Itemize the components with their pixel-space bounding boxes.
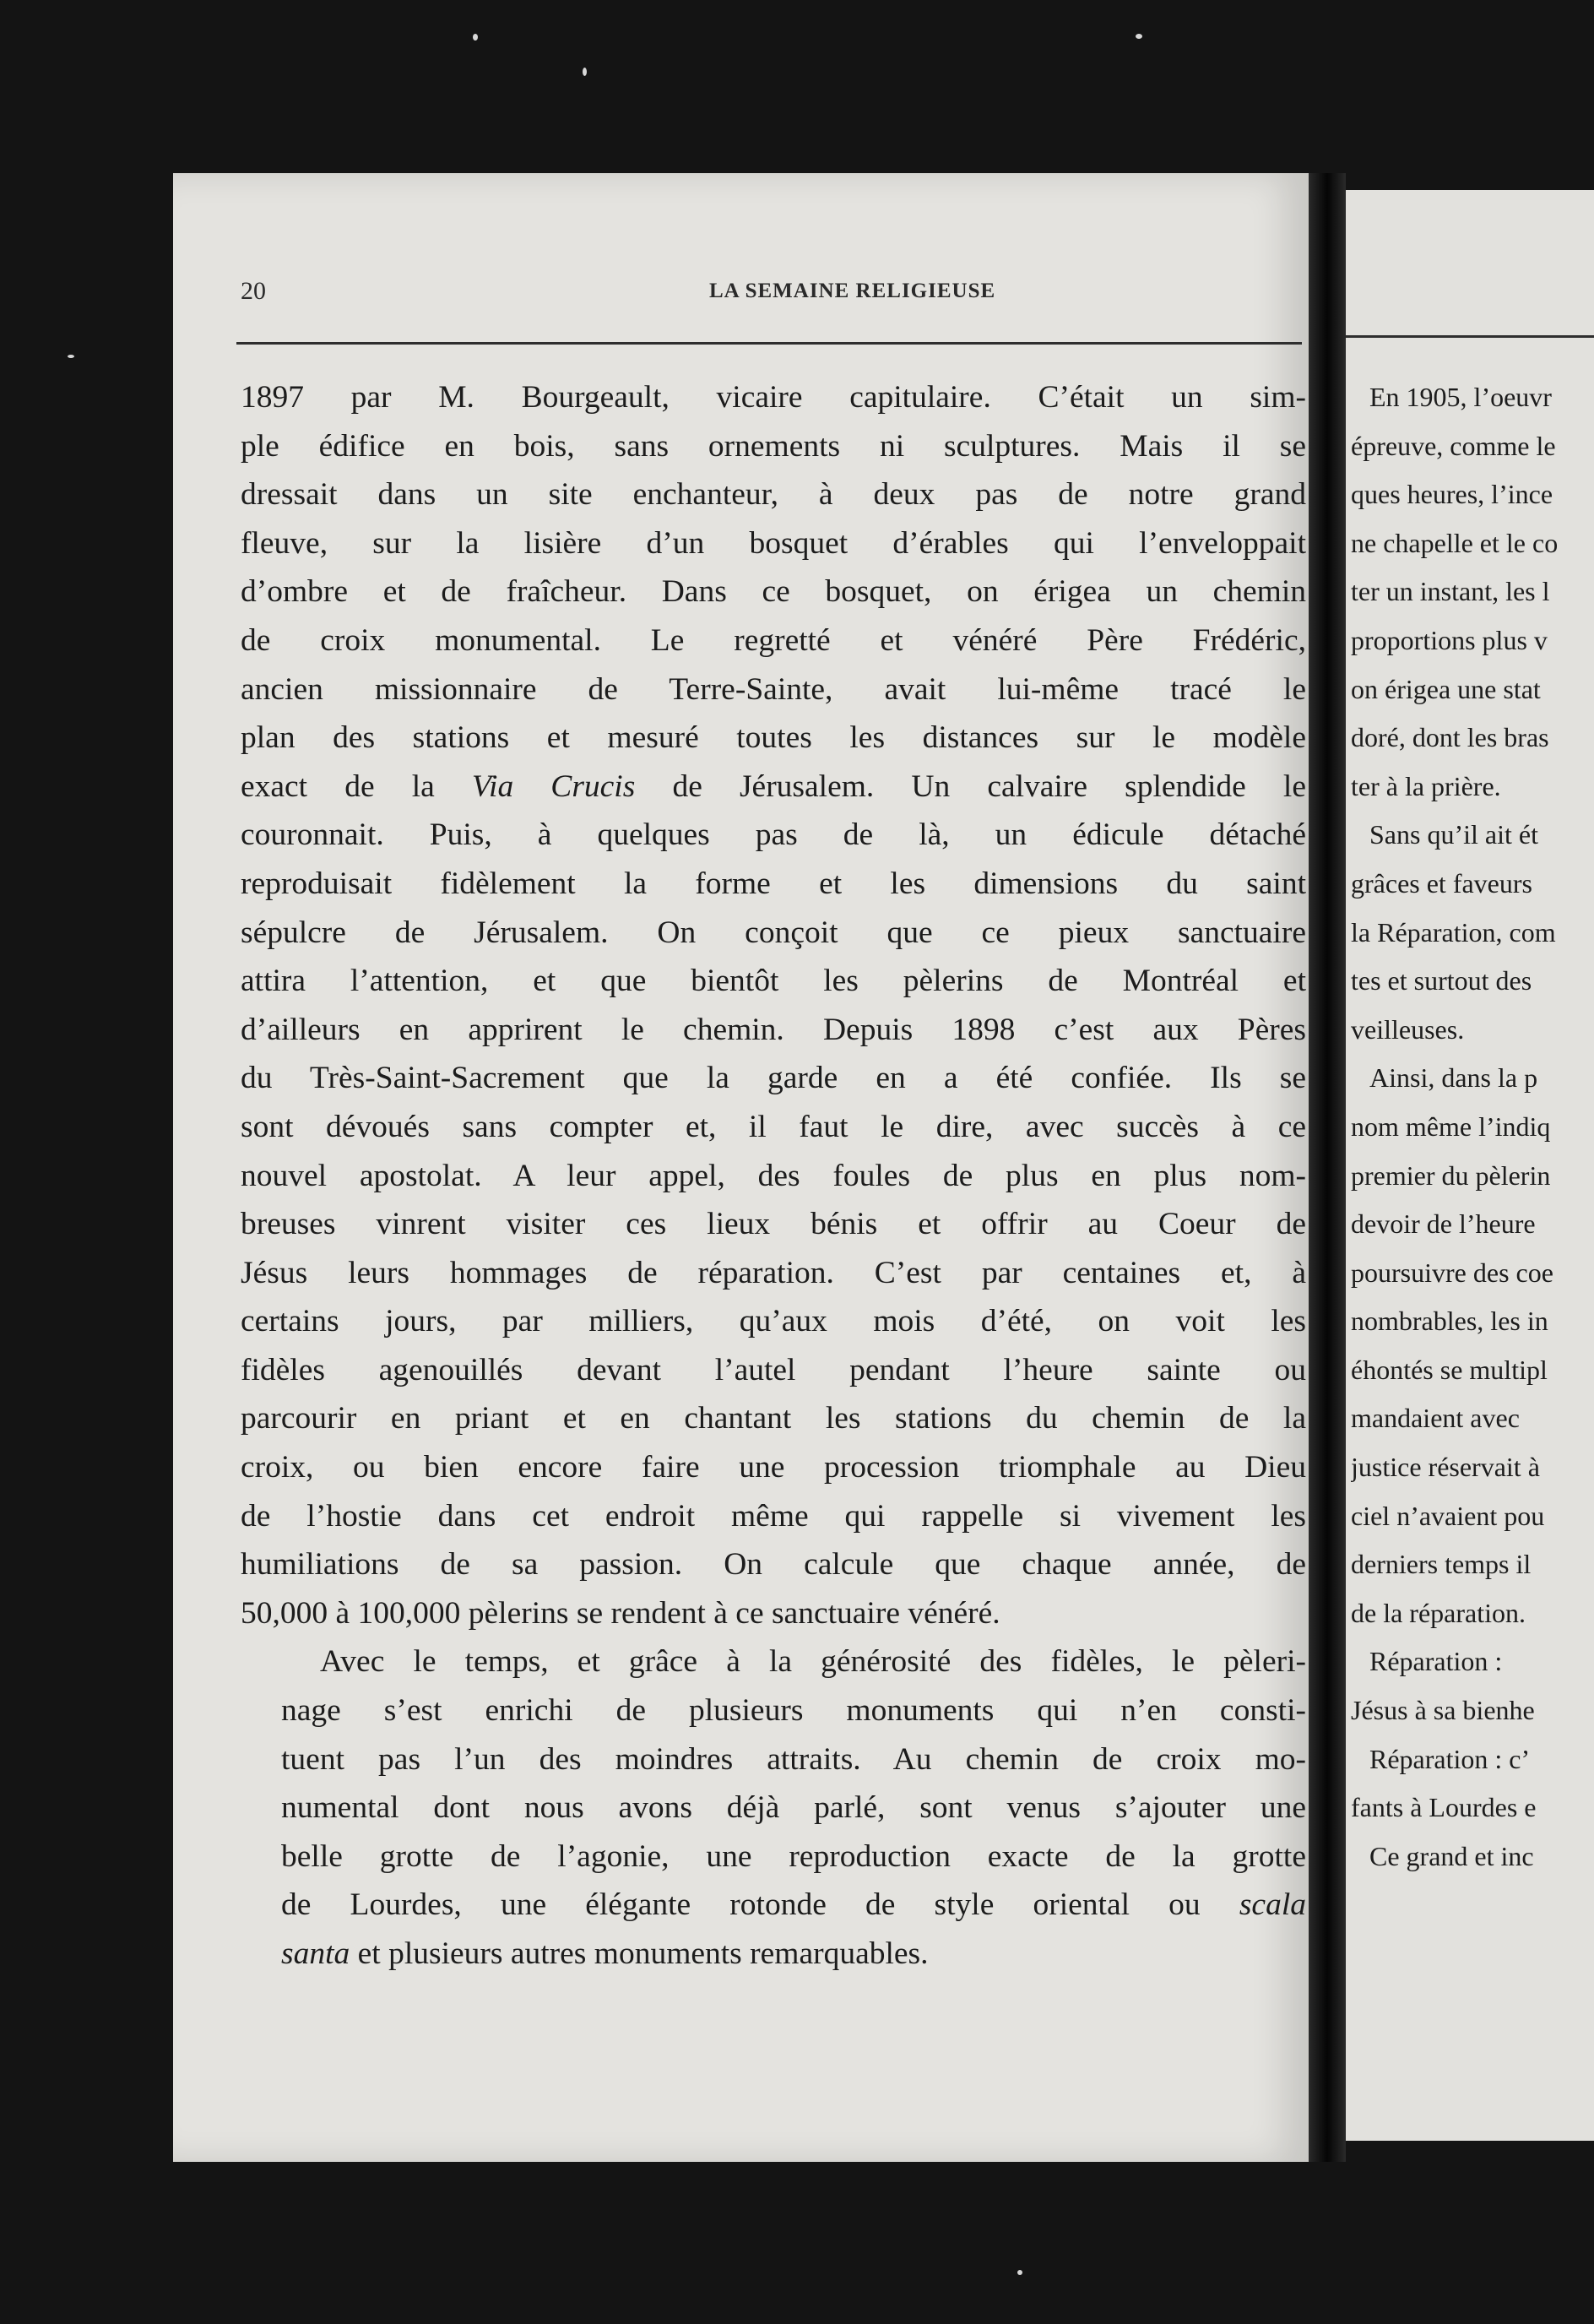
text-line: fidèles agenouillés devant l’autel pendant l’heure sainte ou (241, 1352, 1306, 1387)
text-line: plan des stations et mesuré toutes les distances sur le modèle (241, 720, 1306, 756)
right-page-line: Réparation : (1369, 1646, 1503, 1677)
text-line: dressait dans un site enchanteur, à deux pas de notre grand (241, 477, 1306, 513)
right-page-line: épreuve, comme le (1351, 430, 1556, 461)
right-page-line: ne chapelle et le co (1351, 527, 1559, 558)
right-page-line: on érigea une stat (1351, 673, 1541, 704)
left-page-body (241, 373, 1306, 1979)
text-line: 50,000 à 100,000 pèlerins se rendent à ce sanctuaire vénéré. (241, 1595, 1000, 1631)
text-line: Avec le temps, et grâce à la générosité des fidèles, le pèleri- (320, 1644, 1306, 1680)
right-page-line: nom même l’indiq (1351, 1110, 1551, 1142)
paragraph-2 (241, 1637, 1306, 1978)
paragraph-1 (241, 373, 1306, 1637)
text-line: certains jours, par milliers, qu’aux mois d’été, on voit les (241, 1304, 1306, 1339)
text-line: tuent pas l’un des moindres attraits. Au chemin de croix mo- (281, 1741, 1306, 1777)
text-line: belle grotte de l’agonie, une reproduction exacte de la grotte (281, 1838, 1306, 1874)
right-page-line: grâces et faveurs (1351, 867, 1532, 899)
text-line: croix, ou bien encore faire une procession triomphale au Dieu (241, 1450, 1306, 1485)
right-page-line: éhontés se multipl (1351, 1354, 1548, 1385)
text-line: exact de la Via Crucis de Jérusalem. Un calvaire splendide le (241, 768, 1306, 804)
right-page-line: mandaient avec (1351, 1403, 1520, 1434)
right-page-line: ter à la prière. (1351, 770, 1501, 801)
right-page-line: justice réservait à (1351, 1452, 1540, 1483)
text-line: santa et plusieurs autres monuments remarquables. (281, 1936, 929, 1971)
text-line: de l’hostie dans cet endroit même qui rappelle si vivement les (241, 1498, 1306, 1534)
right-page-line: ter un instant, les l (1351, 576, 1550, 607)
right-page-line: de la réparation. (1351, 1597, 1526, 1628)
right-page-line: proportions plus v (1351, 624, 1548, 655)
scan-speck (1017, 2270, 1022, 2275)
text-line: reproduisait fidèlement la forme et les dimensions du saint (241, 866, 1306, 901)
text-line: attira l’attention, et que bientôt les pèlerins de Montréal et (241, 964, 1306, 999)
text-line: numental dont nous avons déjà parlé, sont venus s’ajouter une (281, 1790, 1306, 1826)
right-page-line: Sans qu’il ait ét (1369, 819, 1538, 850)
right-page-line: poursuivre des coe (1351, 1257, 1553, 1288)
header-rule (236, 342, 1302, 345)
running-title: LA SEMAINE RELIGIEUSE (709, 280, 996, 302)
right-page-line: veilleuses. (1351, 1013, 1465, 1045)
right-page-line: ques heures, l’ince (1351, 479, 1553, 510)
running-head (241, 277, 1279, 311)
text-line: ple édifice en bois, sans ornements ni sculptures. Mais il se (241, 428, 1306, 464)
scan-speck (68, 355, 74, 358)
text-line: nouvel apostolat. A leur appel, des foules de plus en plus nom- (241, 1158, 1306, 1193)
scan-speck (1136, 34, 1142, 39)
right-page-line: Ce grand et inc (1369, 1840, 1534, 1871)
text-line: breuses vinrent visiter ces lieux bénis et offrir au Coeur de (241, 1207, 1306, 1242)
right-page-line: la Réparation, com (1351, 916, 1556, 948)
right-page-line: En 1905, l’oeuvr (1369, 382, 1552, 412)
text-line: couronnait. Puis, à quelques pas de là, un édicule détaché (241, 817, 1306, 853)
text-line: ancien missionnaire de Terre-Sainte, avait lui-même tracé le (241, 671, 1306, 707)
right-page-line: derniers temps il (1351, 1549, 1532, 1580)
page-number: 20 (241, 277, 266, 305)
right-page-line: premier du pèlerin (1351, 1159, 1551, 1191)
right-page-line: fants à Lourdes e (1351, 1792, 1537, 1823)
text-line: sont dévoués sans compter et, il faut le dire, avec succès à ce (241, 1109, 1306, 1144)
right-page-line: Réparation : c’ (1369, 1743, 1531, 1774)
right-page-line: nombrables, les in (1351, 1306, 1548, 1337)
text-line: fleuve, sur la lisière d’un bosquet d’érables qui l’enveloppait (241, 525, 1306, 561)
right-page-header-rule (1346, 335, 1594, 338)
scan-speck (473, 34, 478, 41)
book-gutter (1309, 173, 1346, 2162)
text-line: 1897 par M. Bourgeault, vicaire capitulaire. C’était un sim- (241, 380, 1306, 415)
text-line: d’ombre et de fraîcheur. Dans ce bosquet, on érigea un chemin (241, 574, 1306, 610)
right-page-line: devoir de l’heure (1351, 1208, 1536, 1240)
text-line: du Très-Saint-Sacrement que la garde en a été confiée. Ils se (241, 1061, 1306, 1096)
right-page-line: ciel n’avaient pou (1351, 1500, 1545, 1531)
text-line: de croix monumental. Le regretté et vénéré Père Frédéric, (241, 622, 1306, 658)
text-line: d’ailleurs en apprirent le chemin. Depuis 1898 c’est aux Pères (241, 1012, 1306, 1047)
text-line: nage s’est enrichi de plusieurs monuments qui n’en consti- (281, 1693, 1306, 1729)
right-page-line: Ainsi, dans la p (1369, 1062, 1538, 1094)
text-line: sépulcre de Jérusalem. On conçoit que ce pieux sanctuaire (241, 915, 1306, 950)
text-line: humiliations de sa passion. On calcule que chaque année, de (241, 1547, 1306, 1583)
text-line: Jésus leurs hommages de réparation. C’est par centaines et, à (241, 1255, 1306, 1290)
text-line: parcourir en priant et en chantant les stations du chemin de la (241, 1401, 1306, 1436)
right-page-line: tes et surtout des (1351, 965, 1532, 996)
scan-speck (583, 68, 587, 76)
right-page-line: doré, dont les bras (1351, 722, 1549, 753)
right-page-line: Jésus à sa bienhe (1351, 1695, 1535, 1726)
text-line: de Lourdes, une élégante rotonde de style oriental ou scala (281, 1887, 1306, 1923)
right-page-body (1351, 373, 1594, 1881)
